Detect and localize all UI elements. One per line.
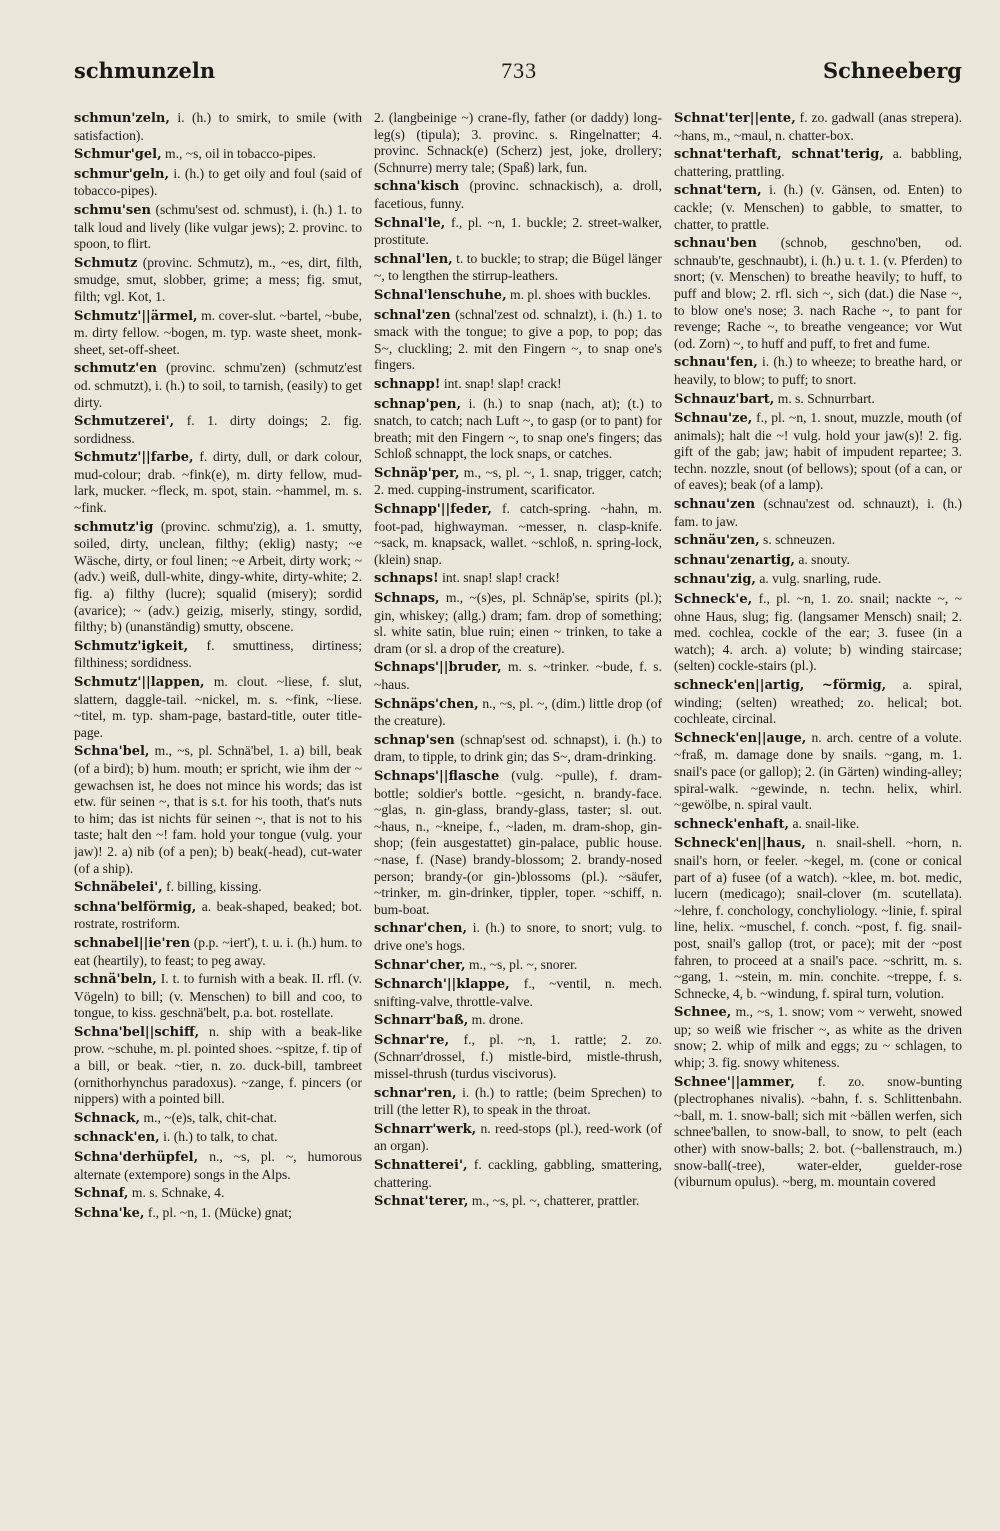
entry-definition: m., ~s, pl. ~, 1. snap, trigger, catch; 2. med. cupping-instrument, scarificator. xyxy=(374,464,662,498)
dictionary-entry xyxy=(74,202,362,253)
entry-definition: m. pl. shoes with buckles. xyxy=(510,286,651,302)
entry-definition: m. cover-slut. ~bartel, ~bube, m. dirty fellow. ~bogen, m. typ. waste sheet, monk-sheet, set-off-sheet. xyxy=(74,307,362,357)
entry-definition: n. ship with a beak-like prow. ~schuhe, m. pl. pointed shoes. ~spitze, f. tip of a bill, or beak. ~tier, n. zo. duck-bill, tambreet (ornithorhynchus paradoxus). ~zange, f. pincers (or nippers) with a pointed bill. xyxy=(74,1023,362,1107)
dictionary-entry xyxy=(374,1193,662,1211)
entry-definition: (provinc. schmu'zen) (schmutz'est od. schmutzt), i. (h.) to soil, to tarnish, (easily) to get dirty. xyxy=(74,360,362,410)
dictionary-entry xyxy=(674,571,962,589)
dictionary-entry xyxy=(374,215,662,249)
entry-definition: (schnau'zest od. schnauzt), i. (h.) fam. to jaw. xyxy=(674,496,962,529)
dictionary-entry xyxy=(674,110,962,144)
entry-definition: int. snap! slap! crack! xyxy=(443,375,562,391)
entry-headword: Schnatterei', xyxy=(374,1158,468,1174)
entry-definition: a. snail-like. xyxy=(792,815,860,831)
dictionary-entry xyxy=(374,396,662,463)
dictionary-entry xyxy=(374,287,662,305)
entry-headword: schneck'en||artig, ~förmig, xyxy=(674,678,887,693)
dictionary-entry xyxy=(374,590,662,657)
entry-headword: Schneck'en||auge, xyxy=(674,730,807,746)
dictionary-entry xyxy=(374,696,662,730)
dictionary-entry xyxy=(374,920,662,954)
dictionary-entry xyxy=(674,1004,962,1071)
entry-definition: m., ~s, pl. ~, snorer. xyxy=(468,956,578,972)
entry-definition: a. snouty. xyxy=(798,551,850,567)
entry-headword: schnä'beln, xyxy=(74,972,157,988)
entry-definition: f., pl. ~n, 1. (Mücke) gnat; xyxy=(147,1204,292,1220)
entry-definition: f. 1. dirty doings; 2. fig. sordidness. xyxy=(74,413,362,446)
dictionary-entry xyxy=(374,732,662,766)
entry-definition: n. snail-shell. ~horn, n. snail's horn, or feeler. ~kegel, m. (cone or conical part of a) fusee (of a watch). ~klee, m. bot. medic, lucern (medicago); snail-clover (m. scutellata). ~lehre, f. conchology, conchyliology. ~linie, f. spiral line, helix. ~muschel, f. conch. ~post, f. fig. snail-post, snail's gallop (trot, or pace); mit der ~post fahren, to proceed at a snail's pace. ~schritt, m. s. ~gang, 1. ~stein, m. min. conchite. ~treppe, f. s. Schnecke, 4, b. ~windung, f. spiral turn, volution. xyxy=(674,835,962,1001)
entry-headword: Schnäp'per, xyxy=(374,465,460,481)
dictionary-entry xyxy=(74,1149,362,1183)
dictionary-entry xyxy=(74,110,362,144)
entry-headword: Schnal'lenschuhe, xyxy=(374,287,507,303)
entry-headword: schna'belförmig, xyxy=(74,899,197,915)
dictionary-entry xyxy=(74,879,362,897)
entry-definition: f. billing, kissing. xyxy=(166,879,262,895)
entry-headword: schnau'zig, xyxy=(674,572,756,588)
entry-headword: Schnee, xyxy=(674,1005,732,1021)
entry-definition: m. s. Schnake, 4. xyxy=(131,1185,225,1201)
dictionary-entry xyxy=(374,570,662,588)
entry-definition: f. smuttiness, dirtiness; filthiness; sordidness. xyxy=(74,637,362,671)
entry-headword: Schnar'cher, xyxy=(374,957,466,973)
entry-headword: Schnauz'bart, xyxy=(674,391,775,407)
entry-definition: f., ~ventil, n. mech. snifting-valve, throttle-valve. xyxy=(374,976,662,1009)
entry-headword: Schnarch'||klappe, xyxy=(374,977,510,993)
dictionary-entry xyxy=(74,413,362,447)
entry-headword: schmu'sen xyxy=(74,202,151,218)
dictionary-entry xyxy=(74,674,362,741)
entry-headword: Schnarr'baß, xyxy=(374,1013,469,1029)
dictionary-entry xyxy=(74,166,362,200)
entry-headword: schmur'geln, xyxy=(74,166,169,182)
entry-definition: (vulg. ~pulle), f. dram-bottle; soldier's bottle. ~gesicht, n. brandy-face. ~glas, n. gin-glass, brandy-glass, taster; sl. out. ~haus, n., ~kneipe, f., ~laden, m. dram-shop, gin-shop; (fein ausgestattet) gin-palace, public house. ~nase, f. (Nase) brandy-blossom; 2. brandy-nosed person; brandy-(or gin-)blossoms (pl.). ~säufer, ~trinker, m. gin-drinker, tippler, toper. ~schiff, n. bum-boat. xyxy=(374,767,662,917)
entry-headword: Schmutz'||ärmel, xyxy=(74,308,198,324)
dictionary-entry xyxy=(674,235,962,352)
entry-headword: schnau'fen, xyxy=(674,355,758,371)
dictionary-entry xyxy=(374,1121,662,1155)
entry-definition: f. zo. gadwall (anas strepera). ~hans, m., ~maul, n. chatter-box. xyxy=(674,110,962,143)
column-right xyxy=(674,110,962,1530)
dictionary-entry xyxy=(74,899,362,933)
dictionary-entry xyxy=(74,1024,362,1108)
dictionary-entry xyxy=(74,146,362,164)
entry-definition: n., ~s, pl. ~, humorous alternate (extempore) songs in the Alps. xyxy=(74,1149,362,1182)
entry-definition: s. schneuzen. xyxy=(763,532,836,548)
dictionary-entry xyxy=(374,501,662,568)
entry-definition: m., ~s, 1. snow; vom ~ verweht, snowed up; so weiß wie frischer ~, as white as the driven snow; 2. whip of milk and eggs; zu ~ schlagen, to whip; 3. fig. snowy whiteness. xyxy=(674,1004,962,1071)
entry-definition: a. babbling, chattering, prattling. xyxy=(674,146,962,179)
entry-definition: (provinc. schnackisch), a. droll, facetious, funny. xyxy=(374,178,662,211)
dictionary-entry xyxy=(674,730,962,814)
dictionary-entry xyxy=(674,591,962,675)
dictionary-entry xyxy=(74,449,362,516)
entry-definition: f. dirty, dull, or dark colour, mud-colour; drab. ~fink(e), m. dirty fellow, mud-lark, mucker. ~fleck, m. spot, stain. ~hammel, m. s. ~fink. xyxy=(74,449,362,516)
entry-headword: schmun'zeln, xyxy=(74,111,170,126)
dictionary-entry xyxy=(674,354,962,388)
entry-definition: n., ~s, pl. ~, (dim.) little drop (of the creature). xyxy=(374,695,662,729)
entry-definition: m. drone. xyxy=(471,1012,524,1028)
entry-headword: Schnaps'||bruder, xyxy=(374,660,502,676)
entry-definition: int. snap! slap! crack! xyxy=(442,570,560,586)
entry-headword: Schmutz'||lappen, xyxy=(74,675,205,690)
dictionary-entry xyxy=(374,1012,662,1030)
column-middle xyxy=(374,110,662,1530)
dictionary-entry xyxy=(74,519,362,636)
column-left xyxy=(74,110,362,1530)
entry-headword: schmutz'ig xyxy=(74,519,154,535)
dictionary-entry xyxy=(374,465,662,499)
dictionary-entry xyxy=(674,182,962,233)
entry-headword: schna'kisch xyxy=(374,179,460,195)
entry-headword: Schna'derhüpfel, xyxy=(74,1150,199,1166)
entry-definition: n. arch. centre of a volute. ~fraß, m. damage done by snails. ~gang, m. 1. snail's pace (or gallop); 2. (in Gärten) winding-alley; spiral-walk. ~gewinde, n. techn. helix, whirl. ~gewölbe, n. spiral vault. xyxy=(674,729,962,813)
entry-definition: m., ~s, pl. Schnä'bel, 1. a) bill, beak (of a bird); b) hum. mouth; er spricht, wie ihm der ~ gewachsen ist, he does not mince his words; das ist etw. für seinen ~, that is s.t. for his tooth, that's nuts to him; das ist nichts für seinen ~, that is not to his taste; halt den ~! fam. hold your tongue (vulg. your jaw)! 2. a) nib (of a pen); b) beak(-head), cut-water (of a ship). xyxy=(74,743,362,876)
entry-headword: Schmutz'||farbe, xyxy=(74,450,194,466)
entry-definition: m., ~(s)es, pl. Schnäp'se, spirits (pl.); gin, whiskey; (allg.) dram; fam. drop of something; sl. white satin, blue ruin; einen ~ trinken, to take a dram (or sl. a drop of the creature). xyxy=(374,590,662,656)
entry-definition: i. (h.) to smirk, to smile (with satisfaction). xyxy=(74,110,362,143)
entry-definition: m., ~s, oil in tobacco-pipes. xyxy=(165,146,316,162)
entry-headword: Schmutzerei', xyxy=(74,414,175,430)
entry-definition: f. catch-spring. ~hahn, m. foot-pad, highwayman. ~messer, n. clasp-knife. ~sack, m. knapsack, wallet. ~schloß, n. spring-lock, (klein) snap. xyxy=(374,501,662,567)
entry-definition: f. cackling, gabbling, smattering, chattering. xyxy=(374,1157,662,1190)
dictionary-entry xyxy=(674,1074,962,1191)
entry-definition: f. zo. snow-bunting (plectrophanes nivalis). ~bahn, f. s. Schlittenbahn. ~ball, m. 1. snow-ball; sich mit ~bällen werfen, sich schnee'ballen, to snow-ball, to snow, to pelt (each other) with snow-balls; 2. bot. (~ballenstrauch, m.) snow-ball(-tree), water-elder, guelder-rose (viburnum opulus). ~berg, m. mountain covered xyxy=(674,1073,962,1190)
dictionary-entry xyxy=(674,496,962,530)
entry-definition: f., pl. ~n, 1. zo. snail; nackte ~, ~ ohne Haus, slug; fig. (langsamer Mensch) snail; 2. med. cochlea, cockle of the ear; 3. fusee (in a watch); 4. arch. a) volute; b) winding staircase; (selten) cockle-stairs (pl.). xyxy=(674,591,962,674)
dictionary-entry xyxy=(674,532,962,550)
entry-headword: schnap'pen, xyxy=(374,396,461,412)
dictionary-entry xyxy=(674,410,962,494)
entry-definition: i. (h.) to snore, to snort; vulg. to drive one's hogs. xyxy=(374,920,662,953)
entry-definition: f., pl. ~n, 1. rattle; 2. zo. (Schnarr'drossel, f.) mistle-bird, mistle-thrush, missel-thrush (turdus viscivorus). xyxy=(374,1031,662,1082)
entry-headword: Schneck'e, xyxy=(674,592,753,608)
dictionary-entry xyxy=(374,251,662,285)
entry-headword: Schmutz xyxy=(74,255,138,271)
entry-definition: m., ~(e)s, talk, chit-chat. xyxy=(143,1109,277,1125)
dictionary-entry xyxy=(674,391,962,409)
entry-headword: Schna'bel||schiff, xyxy=(74,1024,200,1040)
entry-headword: schnabel||ie'ren xyxy=(74,935,191,951)
entry-definition: t. to buckle; to strap; die Bügel länger ~, to lengthen the stirrup-leathers. xyxy=(374,250,662,284)
dictionary-entry xyxy=(74,638,362,672)
entry-headword: Schnee'||ammer, xyxy=(674,1074,795,1090)
entry-headword: schnau'zenartig, xyxy=(674,552,795,568)
dictionary-entry xyxy=(374,1032,662,1083)
running-header xyxy=(74,58,962,88)
dictionary-entry xyxy=(74,255,362,306)
dictionary-entry xyxy=(374,307,662,374)
entry-headword: schnapp! xyxy=(374,376,441,392)
entry-definition: (schnob, geschno'ben, od. schnaub'te, geschnaubt), i. (h.) u. t. 1. (v. Pferden) to snort; (v. Menschen) to breathe heavily; to huff, to puff and blow; 2. rfl. sich ~, sich (dat.) die Nase ~, to blow one's nose; 3. nach Rache ~, to pant for revenge; Rache ~, to breathe vengeance; vor Wut (od. Zorn) ~, to huff and puff, to fret and fume. xyxy=(674,235,962,351)
entry-definition: a. beak-shaped, beaked; bot. rostrate, rostriform. xyxy=(74,898,362,932)
entry-headword: schnäu'zen, xyxy=(674,533,760,549)
entry-headword: Schnar're, xyxy=(374,1032,450,1048)
entry-headword: schnat'tern, xyxy=(674,183,762,199)
dictionary-entry xyxy=(74,1205,362,1223)
entry-headword: Schnäps'chen, xyxy=(374,696,479,712)
entry-definition: a. spiral, winding; (selten) wreathed; zo. helical; bot. cochleate, circinal. xyxy=(674,677,962,727)
dictionary-entry xyxy=(74,935,362,969)
entry-definition: i. (h.) to rattle; (beim Sprechen) to trill (the letter R), to speak in the throat. xyxy=(374,1084,662,1118)
entry-definition: a. vulg. snarling, rude. xyxy=(759,571,882,587)
entry-headword: Schnäbelei', xyxy=(74,880,163,896)
entry-headword: Schnaf, xyxy=(74,1186,129,1202)
dictionary-entry xyxy=(374,178,662,212)
entry-definition: m. s. ~trinker. ~bude, f. s. ~haus. xyxy=(374,659,662,692)
entry-headword: Schna'ke, xyxy=(74,1205,145,1221)
dictionary-entry xyxy=(674,816,962,834)
entry-headword: Schnal'le, xyxy=(374,215,446,231)
dictionary-entry xyxy=(374,957,662,975)
dictionary-entry xyxy=(374,976,662,1010)
entry-definition: (schnap'sest od. schnapst), i. (h.) to dram, to tipple, to drink gin; das S~, dram-drinking. xyxy=(374,731,662,765)
dictionary-entry xyxy=(74,1110,362,1128)
entry-definition: (provinc. Schmutz), m., ~es, dirt, filth, smudge, smut, slobber, grime; a mess; fig. smut, filth; vgl. Kot, 1. xyxy=(74,254,362,304)
dictionary-entry xyxy=(374,110,662,176)
entry-headword: schnau'zen xyxy=(674,497,756,513)
entry-headword: Schnapp'||feder, xyxy=(374,502,492,518)
entry-headword: schneck'enhaft, xyxy=(674,816,790,832)
entry-headword: schnat'terhaft, schnat'terig, xyxy=(674,147,884,163)
entry-headword: Schna'bel, xyxy=(74,744,150,760)
entry-headword: schnar'chen, xyxy=(374,921,468,937)
entry-definition: m. clout. ~liese, f. slut, slattern, daggle-tail. ~nickel, m. s. ~fink, ~liese. ~titel, m. typ. sham-page, bastard-title, outer title-page. xyxy=(74,674,362,740)
entry-headword: Schnat'terer, xyxy=(374,1194,469,1210)
entry-definition: (schmu'sest od. schmust), i. (h.) 1. to talk loud and lively (like vulgar jews); 2. provinc. to spoon, to flirt. xyxy=(74,201,362,252)
entry-headword: schnaps! xyxy=(374,571,439,587)
entry-definition: (schnal'zest od. schnalzt), i. (h.) 1. to smack with the tongue; to give a pop, to pop; das S~, cluckling; 2. mit den Fingern ~, to snap one's fingers. xyxy=(374,306,662,373)
entry-definition: m. s. Schnurrbart. xyxy=(777,390,875,406)
dictionary-entry xyxy=(74,1129,362,1147)
entry-definition: i. (h.) to snap (nach, at); (t.) to snatch, to catch; nach Luft ~, to gasp (or to pant) for breath; mit den Fingern ~, to snap one's fingers; das Schloß schnappt, the lock snaps, or catches. xyxy=(374,395,662,462)
dictionary-entry xyxy=(74,360,362,411)
entry-definition: 2. (langbeinige ~) crane-fly, father (or daddy) long-leg(s) (tipula); 3. provinc. s. Ringelnatter; 4. provinc. Schnack(e) (Scherz) jest, joke, drollery; (Schnurre) merry tale; (Spaß) lark, fun. xyxy=(374,110,662,175)
entry-definition: (p.p. ~iert'), t. u. i. (h.) hum. to eat (heartily), to feast; to peg away. xyxy=(74,934,362,968)
entry-definition: (provinc. schmu'zig), a. 1. smutty, soiled, dirty, unclean, filthy; (eklig) nasty; ~e Wäsche, dirty, or foul linen; ~e Arbeit, dirty work; ~ (adv.) weiß, dull-white, dingy-white, dirty-white; 2. fig. a) filthy (lucre); squalid (misery); sordid (avarice); ~ (adv.) geizig, miserly, stingy, sordid, filthy; b) (unanständig) smutty, obscene. xyxy=(74,518,362,635)
right-running-headword: Schneeberg xyxy=(822,58,962,83)
entry-definition: i. (h.) to wheeze; to breathe hard, or heavily, to blow; to puff; to snort. xyxy=(674,354,962,387)
dictionary-entry xyxy=(74,1185,362,1203)
text-columns xyxy=(74,110,962,1530)
dictionary-entry xyxy=(74,308,362,359)
entry-definition: I. t. to furnish with a beak. II. rfl. (v. Vögeln) to bill; (v. Menschen) to bill and coo, to tongue, to kiss. geschnä'belt, p.a. bot. rostellate. xyxy=(74,971,362,1021)
entry-definition: i. (h.) to talk, to chat. xyxy=(163,1129,278,1145)
entry-definition: f., pl. ~n, 1. snout, muzzle, mouth (of animals); halt die ~! vulg. hold your jaw(s)! 2. fig. gift of the gab; jaw; habit of impudent repartee; 3. techn. nozzle, snout (of bellows); spout (of a can, or of eaves); beak (of a lamp). xyxy=(674,410,962,493)
entry-headword: Schneck'en||haus, xyxy=(674,836,806,852)
entry-headword: schnal'len, xyxy=(374,251,453,267)
entry-headword: Schmur'gel, xyxy=(74,147,162,163)
entry-headword: schmutz'en xyxy=(74,361,157,377)
entry-definition: i. (h.) to get oily and foul (said of tobacco-pipes). xyxy=(74,165,362,199)
entry-headword: schnap'sen xyxy=(374,732,455,748)
entry-definition: f., pl. ~n, 1. buckle; 2. street-walker, prostitute. xyxy=(374,214,662,248)
dictionary-entry xyxy=(374,1157,662,1191)
dictionary-entry xyxy=(74,743,362,877)
entry-headword: Schmutz'igkeit, xyxy=(74,638,189,654)
dictionary-entry xyxy=(374,1085,662,1119)
dictionary-entry xyxy=(674,835,962,1002)
page-number: 733 xyxy=(501,58,538,83)
dictionary-entry xyxy=(374,376,662,394)
entry-headword: Schnau'ze, xyxy=(674,411,753,427)
entry-headword: Schnaps'||flasche xyxy=(374,768,500,784)
dictionary-entry xyxy=(674,677,962,728)
dictionary-entry xyxy=(74,971,362,1022)
entry-headword: schnal'zen xyxy=(374,307,451,323)
entry-headword: Schnarr'werk, xyxy=(374,1121,477,1137)
dictionary-entry xyxy=(374,768,662,918)
entry-headword: schnar'ren, xyxy=(374,1085,457,1101)
entry-headword: Schnat'ter||ente, xyxy=(674,111,796,126)
dictionary-entry xyxy=(674,146,962,180)
entry-headword: schnau'ben xyxy=(674,236,757,252)
entry-headword: Schnack, xyxy=(74,1110,141,1126)
entry-headword: schnack'en, xyxy=(74,1130,160,1146)
entry-headword: Schnaps, xyxy=(374,591,440,607)
entry-definition: m., ~s, pl. ~, chatterer, prattler. xyxy=(471,1193,640,1209)
entry-definition: n. reed-stops (pl.), reed-work (of an organ). xyxy=(374,1120,662,1154)
left-running-headword: schmunzeln xyxy=(74,58,216,83)
entry-definition: i. (h.) (v. Gänsen, od. Enten) to cackle; (v. Menschen) to gabble, to smatter, to chatter, to prattle. xyxy=(674,182,962,232)
dictionary-entry xyxy=(674,552,962,570)
dictionary-entry xyxy=(374,659,662,693)
